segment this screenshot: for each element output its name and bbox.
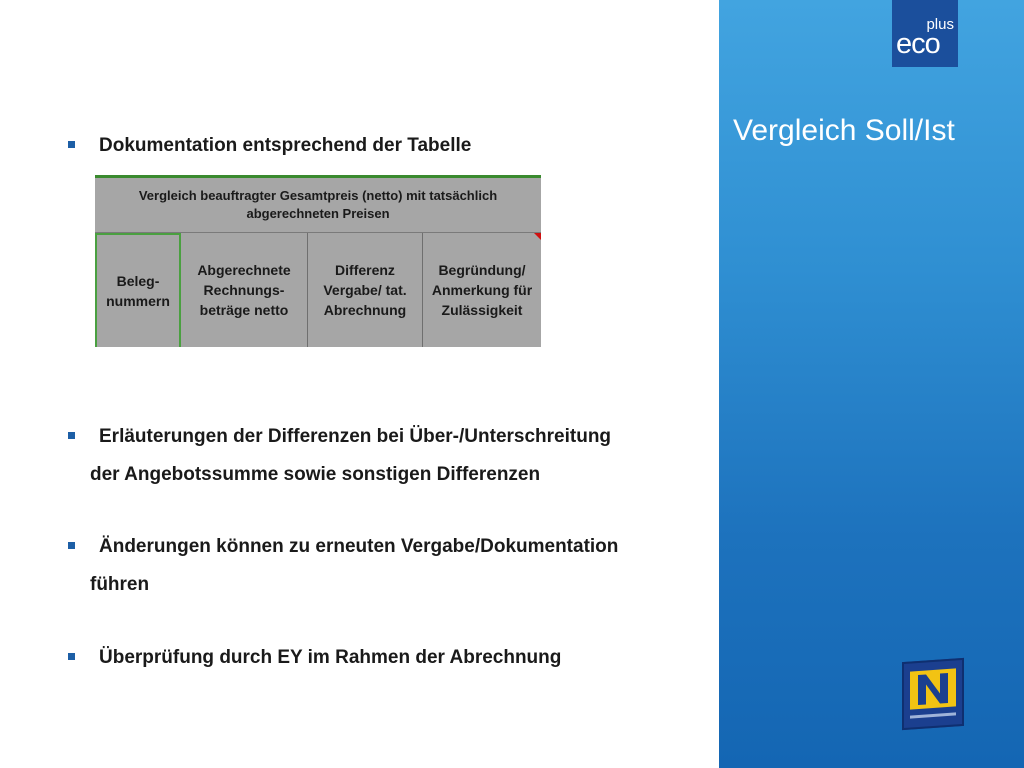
bullet-marker-icon <box>68 653 75 660</box>
niederoesterreich-logo-icon <box>904 660 962 728</box>
bullet-text: Überprüfung durch EY im Rahmen der Abrechnung <box>99 647 562 668</box>
bullet-text: Dokumentation entsprechend der Tabelle <box>99 135 472 156</box>
bullet-item-review <box>68 639 708 677</box>
comparison-table-image <box>95 175 541 347</box>
bullet-marker-icon <box>68 542 75 549</box>
ecoplus-logo <box>892 0 958 67</box>
bullet-marker-icon <box>68 141 75 148</box>
bullet-text: Änderungen können zu erneuten Vergabe/Dokumentation <box>99 536 619 557</box>
table-column-differenz: Differenz Vergabe/ tat. Abrechnung <box>308 233 423 347</box>
table-column-headers <box>95 233 541 347</box>
bullet-item-explanations <box>68 418 708 494</box>
side-panel <box>719 0 1024 768</box>
table-column-begruendung: Begründung/ Anmerkung für Zulässigkeit <box>431 262 533 318</box>
bullet-marker-icon <box>68 432 75 439</box>
slide-title: Vergleich Soll/Ist <box>733 114 955 147</box>
bullet-text-continued: der Angebotssumme sowie sonstigen Differenzen <box>90 464 541 485</box>
bullet-text: Erläuterungen der Differenzen bei Über-/Unterschreitung <box>99 426 612 447</box>
bullet-text-continued: führen <box>90 574 150 595</box>
ecoplus-logo-plus-text: plus <box>926 16 954 33</box>
table-header: Vergleich beauftragter Gesamtpreis (netto) mit tatsächlich abgerechneten Preisen <box>95 178 541 233</box>
niederoesterreich-logo <box>902 658 964 730</box>
ecoplus-logo-eco-text: eco <box>896 28 940 60</box>
bullet-item-changes <box>68 528 708 604</box>
table-column-abgerechnete: Abgerechnete Rechnungs- beträge netto <box>181 233 308 347</box>
table-column-beleg: Beleg- nummern <box>95 233 181 347</box>
bullet-item-documentation <box>68 127 708 165</box>
comment-marker-icon <box>534 233 541 240</box>
